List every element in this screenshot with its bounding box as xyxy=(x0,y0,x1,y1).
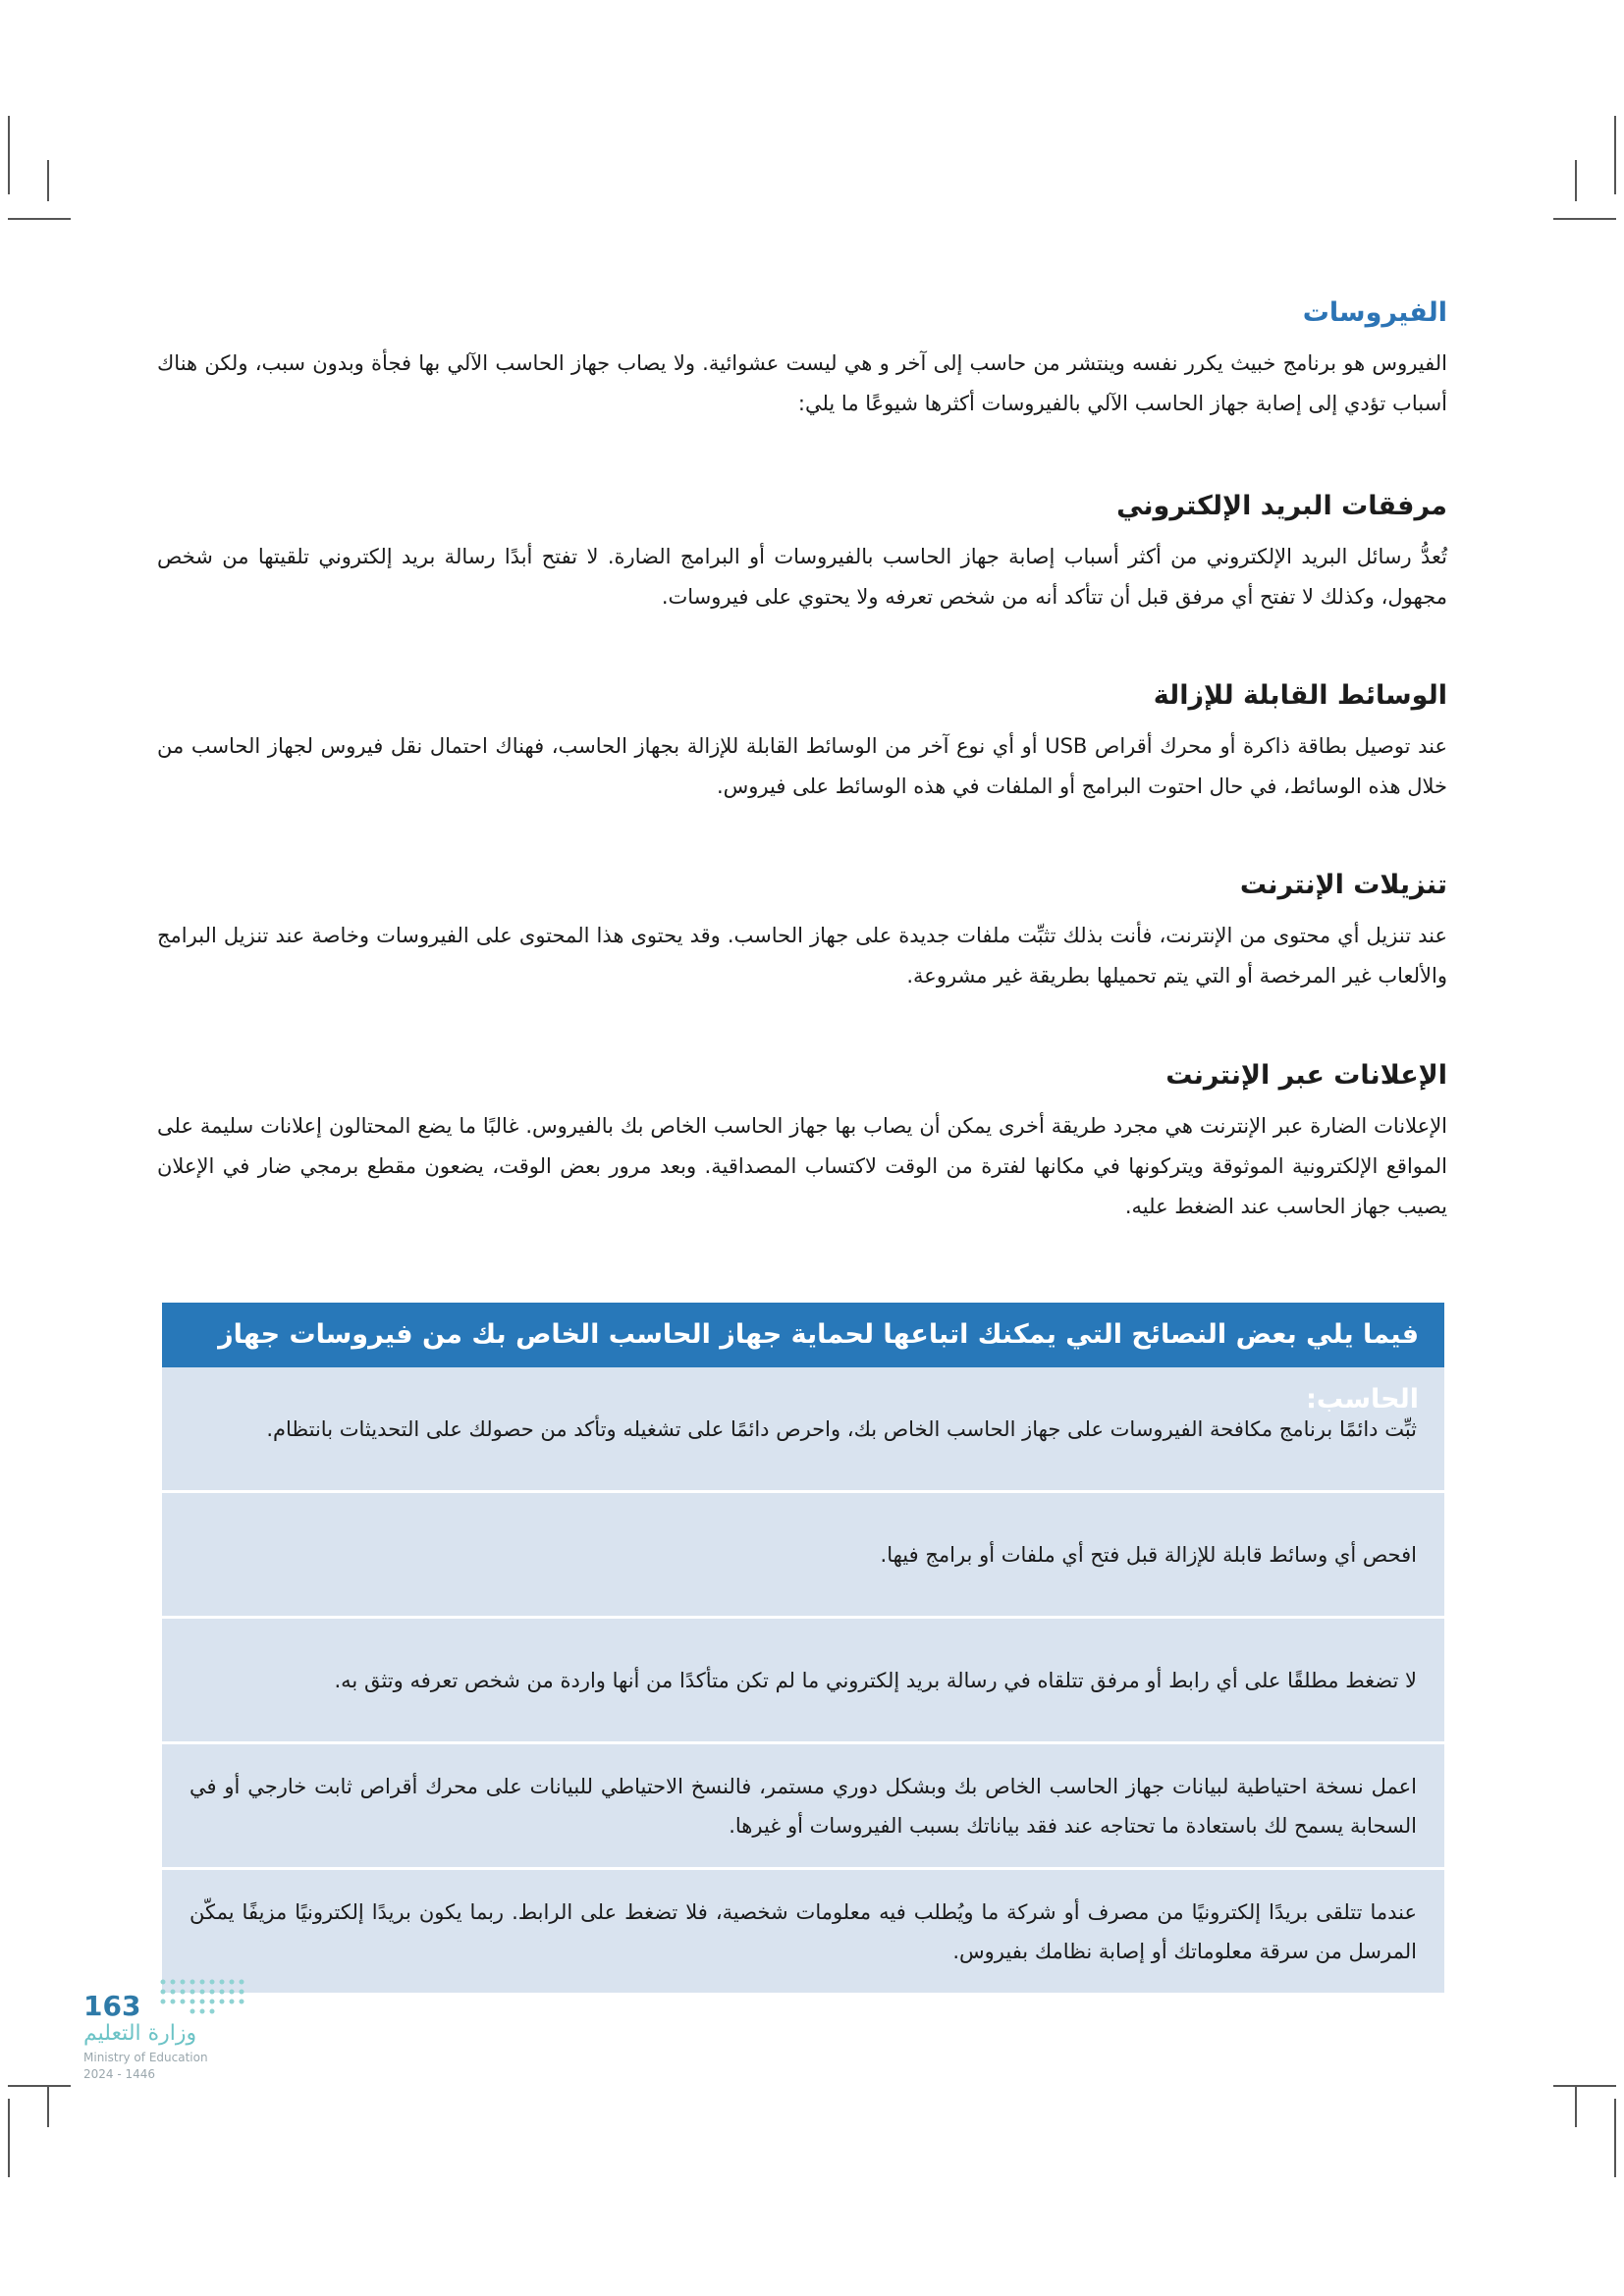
tip-item xyxy=(162,1367,1444,1493)
page-footer xyxy=(83,1976,241,2094)
tip-item xyxy=(162,1744,1444,1870)
crop-mark xyxy=(8,2085,71,2087)
ministry-logo-dots-icon xyxy=(157,1976,245,2019)
crop-mark xyxy=(8,2099,10,2177)
tip-text: لا تضغط مطلقًا على أي رابط أو مرفق تتلقاه في رسالة بريد إلكتروني ما لم تكن متأكدًا من أنها واردة من شخص تعرفه وتثق به. xyxy=(334,1668,1417,1692)
section-title: الإعلانات عبر الإنترنت xyxy=(1165,1060,1447,1091)
page-number: 163 xyxy=(83,1990,141,2022)
section-email-attachments xyxy=(157,488,1447,617)
crop-mark xyxy=(47,2086,49,2127)
crop-mark xyxy=(1553,2085,1616,2087)
section-removable-media xyxy=(157,677,1447,807)
tip-text: عندما تتلقى بريدًا إلكترونيًا من مصرف أو شركة ما ويُطلب فيه معلومات شخصية، فلا تضغط على الرابط. ربما يكون بريدًا إلكترونيًا مزيفًا يمكّن المرسل من سرقة معلوماتك أو إصابة نظامك بفيروس. xyxy=(189,1899,1417,1963)
tips-header: فيما يلي بعض النصائح التي يمكنك اتباعها لحماية جهاز الحاسب الخاص بك من فيروسات جهاز الحاسب: xyxy=(162,1303,1444,1367)
tip-item xyxy=(162,1619,1444,1744)
ministry-name-english: Ministry of Education xyxy=(83,2051,208,2064)
section-body: الإعلانات الضارة عبر الإنترنت هي مجرد طريقة أخرى يمكن أن يصاب بها جهاز الحاسب الخاص بك بالفيروس. غالبًا ما يضع المحتالون إعلانات سليمة على المواقع الإلكترونية الموثوقة ويتركونها في مكانها لفترة من الوقت لاكتساب المصداقية. وبعد مرور بعض الوقت، يضعون مقطع برمجي ضار في الإعلان يصيب جهاز الحاسب عند الضغط عليه. xyxy=(157,1113,1447,1218)
tips-box xyxy=(162,1303,1444,1996)
edition-year: 2024 - 1446 xyxy=(83,2067,156,2081)
tip-text: افحص أي وسائط قابلة للإزالة قبل فتح أي ملفات أو برامج فيها. xyxy=(880,1542,1417,1567)
tip-item xyxy=(162,1493,1444,1619)
crop-mark xyxy=(1553,218,1616,220)
section-title: تنزيلات الإنترنت xyxy=(1239,870,1447,900)
tip-item xyxy=(162,1870,1444,1996)
crop-mark xyxy=(47,160,49,201)
crop-mark xyxy=(1575,160,1577,201)
section-body: الفيروس هو برنامج خبيث يكرر نفسه وينتشر من حاسب إلى آخر و هي ليست عشوائية. ولا يصاب جهاز الحاسب الآلي بها فجأة وبدون سبب، ولكن هناك أسباب تؤدي إلى إصابة جهاز الحاسب الآلي بالفيروسات أكثرها شيوعًا ما يلي: xyxy=(157,350,1447,415)
section-internet-downloads xyxy=(157,867,1447,996)
crop-mark xyxy=(1575,2086,1577,2127)
section-title: مرفقات البريد الإلكتروني xyxy=(1116,491,1447,521)
tip-text: اعمل نسخة احتياطية لبيانات جهاز الحاسب الخاص بك وبشكل دوري مستمر، فالنسخ الاحتياطي للبيانات على محرك أقراص ثابت خارجي أو في السحابة يسمح لك باستعادة ما تحتاجه عند فقد بياناتك بسبب الفيروسات أو غيرها. xyxy=(189,1774,1417,1838)
crop-mark xyxy=(8,116,10,194)
section-online-ads xyxy=(157,1057,1447,1227)
crop-mark xyxy=(1614,2099,1616,2177)
tip-text: ثبِّت دائمًا برنامج مكافحة الفيروسات على جهاز الحاسب الخاص بك، واحرص دائمًا على تشغيله وتأكد من حصولك على التحديثات بانتظام. xyxy=(266,1416,1417,1441)
section-viruses xyxy=(157,294,1447,424)
crop-mark xyxy=(1614,116,1616,194)
crop-mark xyxy=(8,218,71,220)
section-title: الفيروسات xyxy=(1302,297,1447,328)
section-body: تُعدُّ رسائل البريد الإلكتروني من أكثر أسباب إصابة جهاز الحاسب بالفيروسات أو البرامج الضارة. لا تفتح أبدًا رسالة بريد إلكتروني تلقيتها من شخص مجهول، وكذلك لا تفتح أي مرفق قبل أن تتأكد أنه من شخص تعرفه ولا يحتوي على فيروسات. xyxy=(157,544,1447,609)
section-title: الوسائط القابلة للإزالة xyxy=(1153,680,1447,711)
section-body: عند تنزيل أي محتوى من الإنترنت، فأنت بذلك تثبِّت ملفات جديدة على جهاز الحاسب. وقد يحتوى هذا المحتوى على الفيروسات وخاصة عند تنزيل البرامج والألعاب غير المرخصة أو التي يتم تحميلها بطريقة غير مشروعة. xyxy=(157,923,1447,988)
section-body: عند توصيل بطاقة ذاكرة أو محرك أقراص USB أو أي نوع آخر من الوسائط القابلة للإزالة بجهاز الحاسب، فهناك احتمال نقل فيروس لجهاز الحاسب من خلال هذه الوسائط، في حال احتوت البرامج أو الملفات في هذه الوسائط على فيروس. xyxy=(157,733,1448,798)
ministry-name-arabic: وزارة التعليم xyxy=(83,2021,197,2046)
